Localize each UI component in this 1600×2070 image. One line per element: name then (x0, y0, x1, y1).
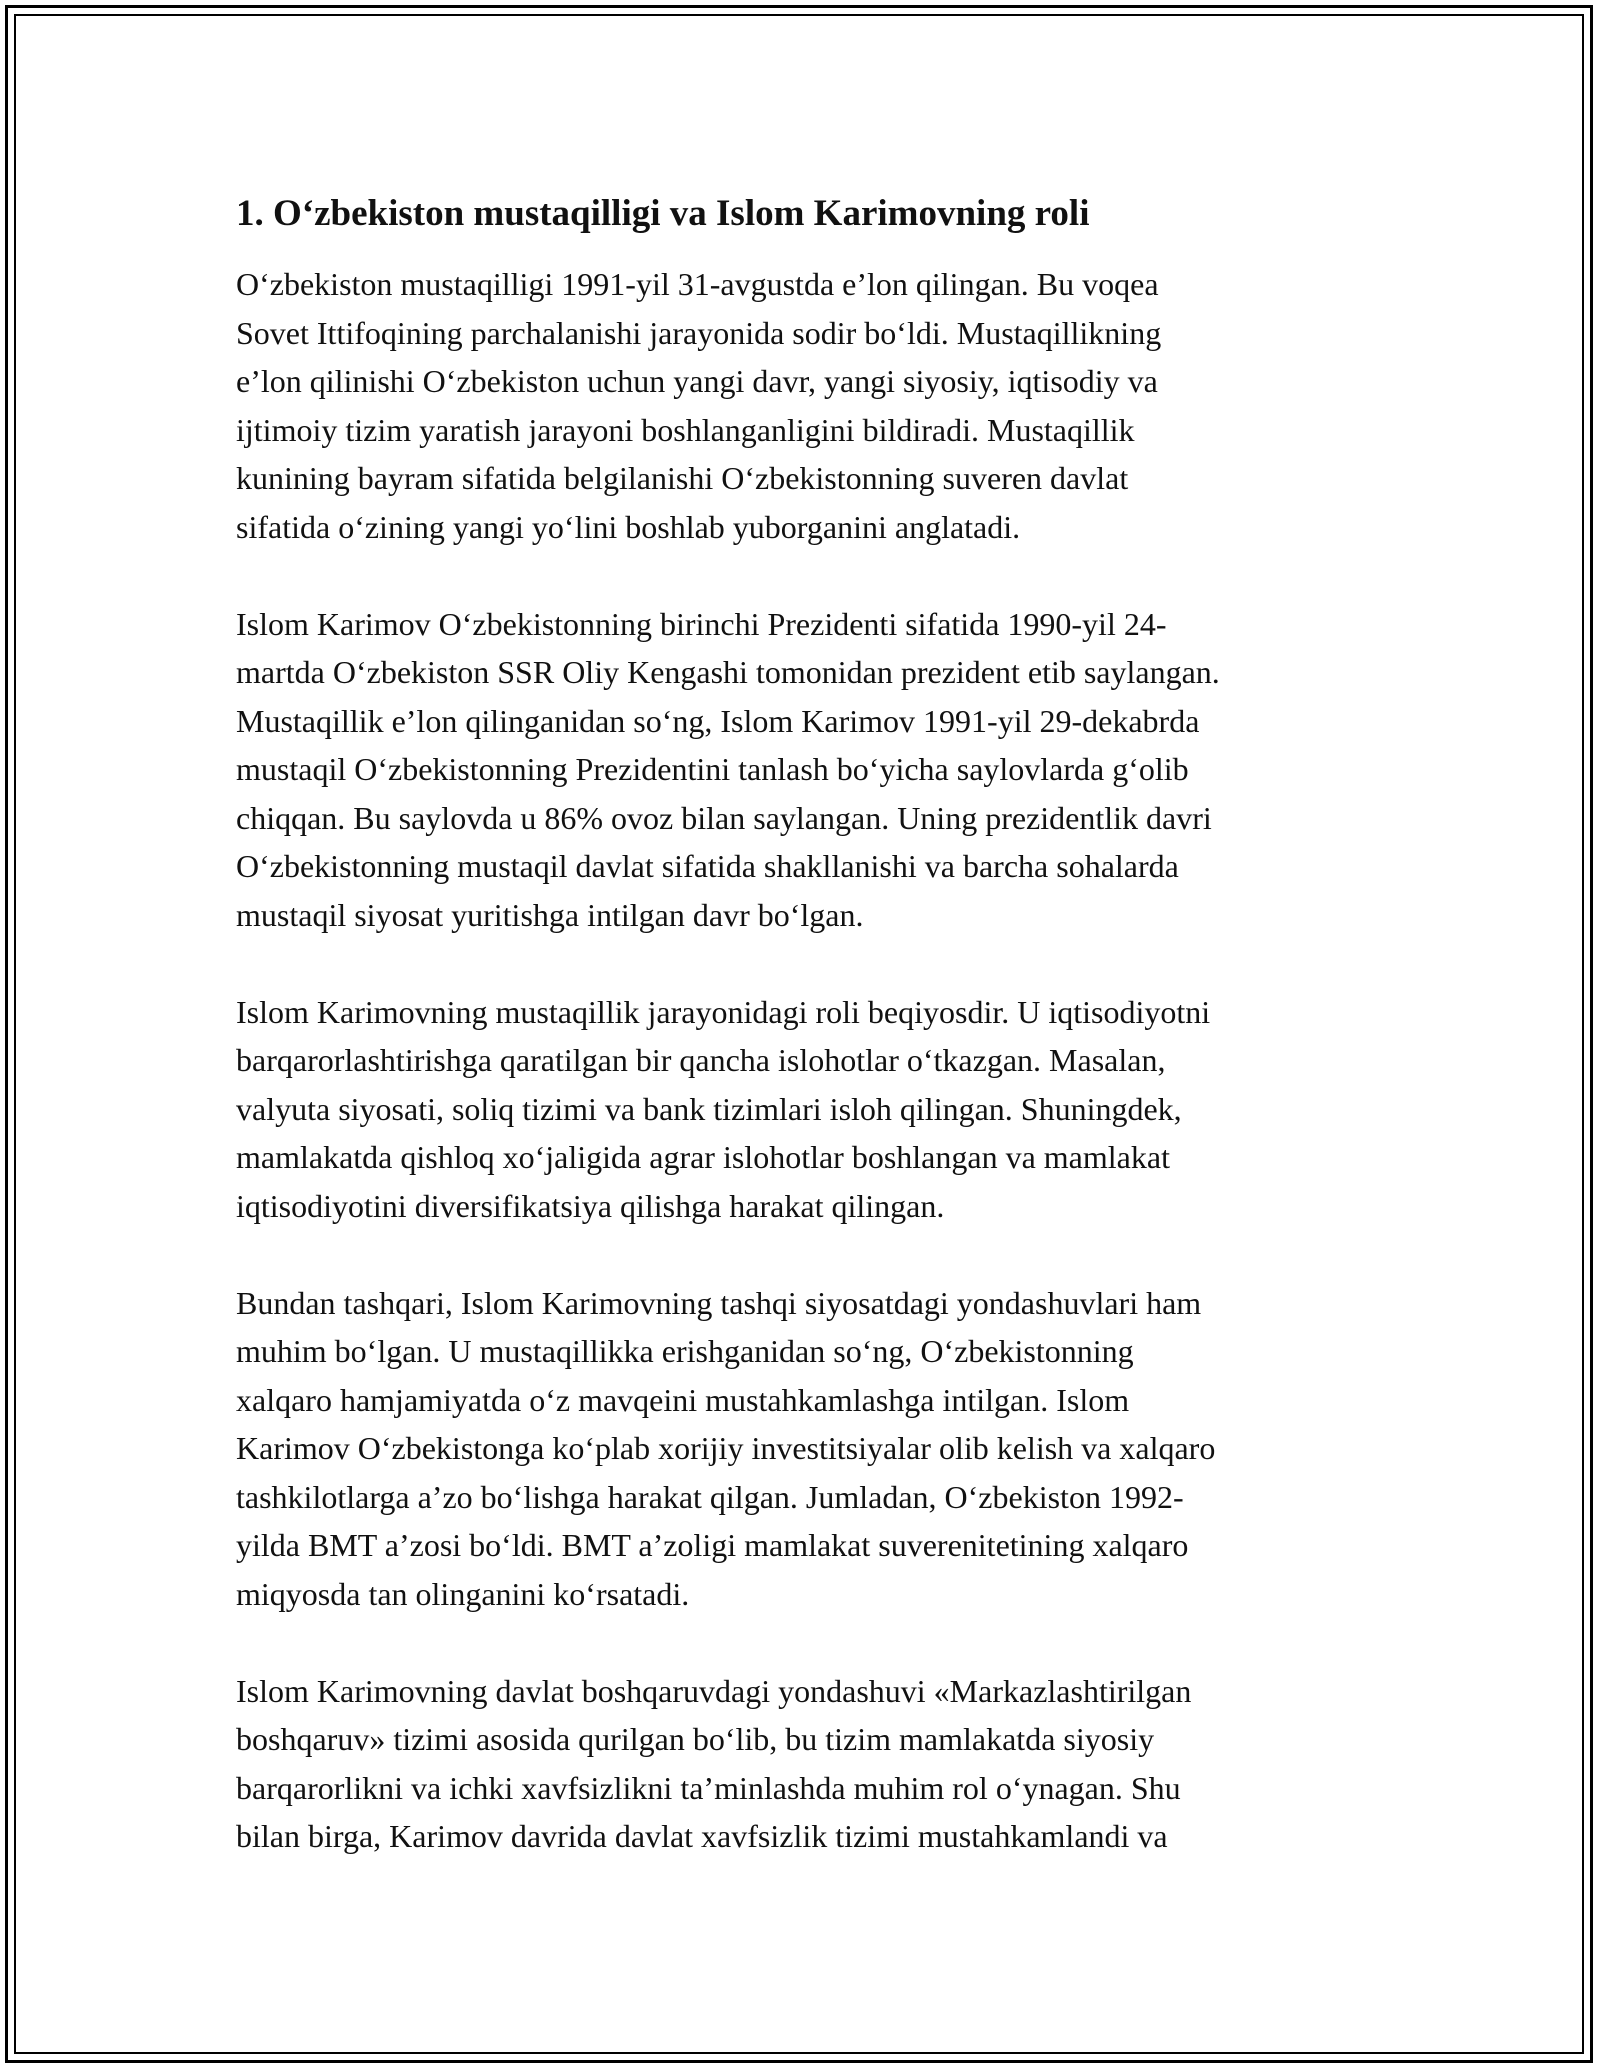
section-heading: 1. O‘zbekiston mustaqilligi va Islom Karimovning roli (236, 193, 1090, 234)
paragraph-line: Karimov O‘zbekistonga ko‘plab xorijiy investitsiyalar olib kelish va xalqaro (236, 1430, 1216, 1466)
paragraph-2 (236, 600, 1376, 940)
paragraph-line: ijtimoiy tizim yaratish jarayoni boshlanganligini bildiradi. Mustaqillik (236, 411, 1135, 448)
paragraph-line: bilan birga, Karimov davrida davlat xavfsizlik tizimi mustahkamlandi va (236, 1818, 1168, 1854)
paragraph-line: Islom Karimovning davlat boshqaruvdagi yondashuvi «Markazlashtirilgan (236, 1672, 1192, 1709)
paragraph-line: xalqaro hamjamiyatda o‘z mavqeini mustahkamlashga intilgan. Islom (236, 1381, 1130, 1418)
paragraph-line: Mustaqillik e’lon qilinganidan so‘ng, Islom Karimov 1991-yil 29-dekabrda (236, 702, 1200, 739)
paragraph-line: mustaqil O‘zbekistonning Prezidentini tanlash bo‘yicha saylovlarda g‘olib (236, 751, 1189, 787)
paragraph-line: mustaqil siyosat yuritishga intilgan davr bo‘lgan. (236, 896, 864, 933)
paragraph-line: barqarorlashtirishga qaratilgan bir qancha islohotlar o‘tkazgan. Masalan, (236, 1042, 1166, 1078)
paragraph-line: iqtisodiyotini diversifikatsiya qilishga harakat qilingan. (236, 1187, 945, 1224)
paragraph-line: O‘zbekistonning mustaqil davlat sifatida shakllanishi va barcha sohalarda (236, 848, 1179, 884)
paragraph-line: valyuta siyosati, soliq tizimi va bank tizimlari isloh qilingan. Shuningdek, (236, 1090, 1182, 1127)
paragraph-line: mamlakatda qishloq xo‘jaligida agrar islohotlar boshlangan va mamlakat (236, 1139, 1170, 1175)
paragraph-line: chiqqan. Bu saylovda u 86% ovoz bilan saylangan. Uning prezidentlik davri (236, 799, 1212, 836)
paragraph-line: Islom Karimov O‘zbekistonning birinchi Prezidenti sifatida 1990-yil 24- (236, 605, 1167, 642)
paragraph-line: kunining bayram sifatida belgilanishi O‘zbekistonning suveren davlat (236, 460, 1129, 496)
paragraph-line: miqyosda tan olinganini ko‘rsatadi. (236, 1575, 690, 1612)
paragraph-line: boshqaruv» tizimi asosida qurilgan bo‘lib, bu tizim mamlakatda siyosiy (236, 1721, 1155, 1757)
paragraph-line: martda O‘zbekiston SSR Oliy Kengashi tomonidan prezident etib saylangan. (236, 654, 1220, 690)
paragraph-line: Bundan tashqari, Islom Karimovning tashqi siyosatdagi yondashuvlari ham (236, 1284, 1202, 1321)
paragraph-line: Sovet Ittifoqining parchalanishi jarayonida sodir bo‘ldi. Mustaqillikning (236, 314, 1162, 351)
paragraph-line: yilda BMT a’zosi bo‘ldi. BMT a’zoligi mamlakat suverenitetining xalqaro (236, 1527, 1189, 1563)
paragraph-line: sifatida o‘zining yangi yo‘lini boshlab yuborganini anglatadi. (236, 508, 1021, 545)
paragraph-4 (236, 1279, 1376, 1619)
paragraph-1 (236, 260, 1376, 551)
paragraph-line: muhim bo‘lgan. U mustaqillikka erishganidan so‘ng, O‘zbekistonning (236, 1333, 1134, 1369)
paragraph-line: barqarorlikni va ichki xavfsizlikni ta’minlashda muhim rol o‘ynagan. Shu (236, 1769, 1181, 1806)
paragraph-line: e’lon qilinishi O‘zbekiston uchun yangi davr, yangi siyosiy, iqtisodiy va (236, 363, 1158, 399)
paragraph-line: tashkilotlarga a’zo bo‘lishga harakat qilgan. Jumladan, O‘zbekiston 1992- (236, 1478, 1184, 1515)
document-body (236, 190, 1376, 1909)
paragraph-5 (236, 1667, 1376, 1861)
paragraph-3 (236, 988, 1376, 1231)
paragraph-line: O‘zbekiston mustaqilligi 1991-yil 31-avgustda e’lon qilingan. Bu voqea (236, 266, 1159, 302)
paragraph-line: Islom Karimovning mustaqillik jarayonidagi roli beqiyosdir. U iqtisodiyotni (236, 993, 1211, 1030)
